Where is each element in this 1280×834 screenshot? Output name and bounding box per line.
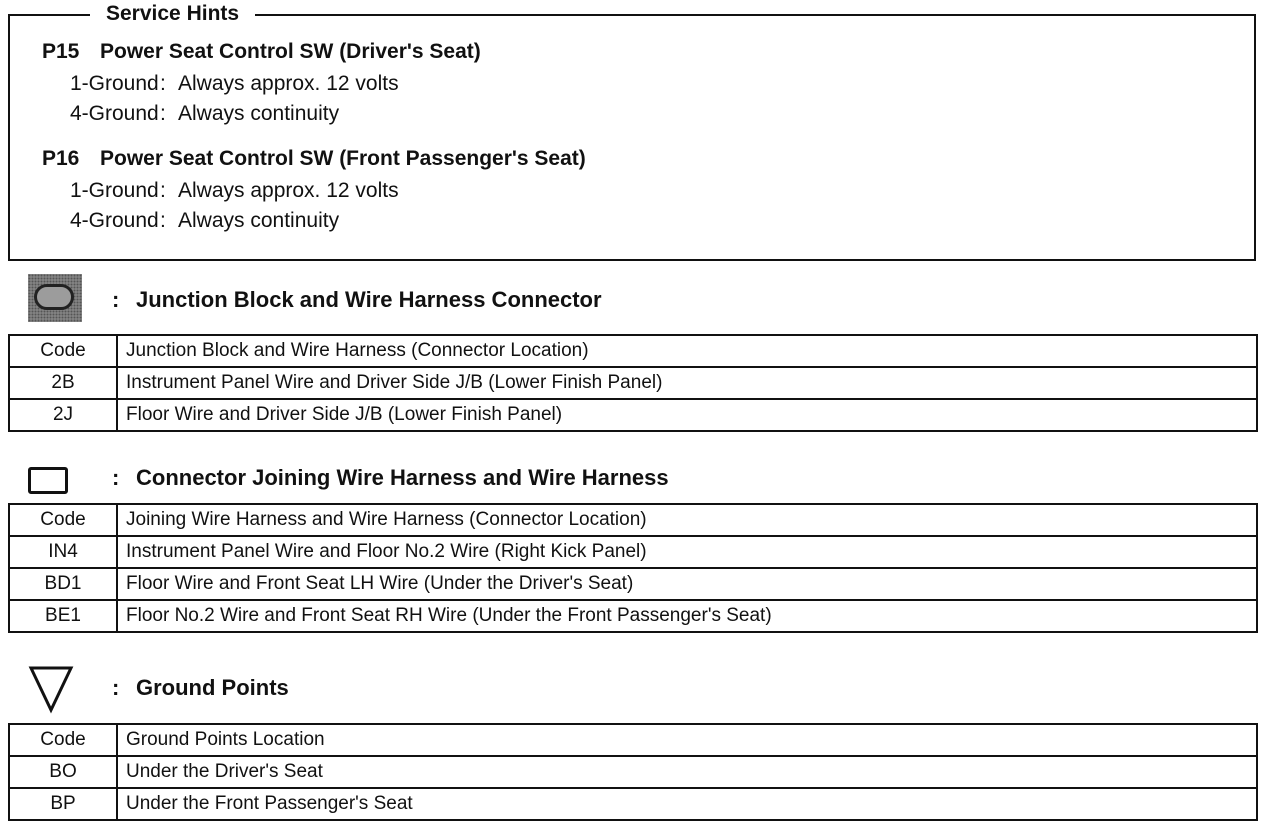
header-code: Code	[9, 504, 117, 536]
section-colon: :	[112, 465, 120, 490]
ground-points-title: Ground Points	[136, 675, 289, 700]
section-colon: :	[112, 287, 120, 312]
hint-terminals: 4-Ground	[70, 209, 159, 232]
part-code: P15	[42, 40, 80, 63]
row-code: 2J	[9, 399, 117, 431]
row-desc: Floor Wire and Front Seat LH Wire (Under the Driver's Seat)	[117, 568, 1257, 600]
ground-points-table	[8, 723, 1258, 821]
table-row	[9, 756, 1257, 788]
header-code: Code	[9, 335, 117, 367]
part-code: P16	[42, 147, 80, 170]
header-desc: Junction Block and Wire Harness (Connector Location)	[117, 335, 1257, 367]
hint-line	[70, 209, 339, 233]
service-hints-box	[8, 2, 1256, 261]
table-row	[9, 536, 1257, 568]
table-row	[9, 399, 1257, 431]
junction-block-icon	[28, 274, 82, 322]
hint-line	[70, 102, 339, 126]
junction-block-table	[8, 334, 1258, 432]
hint-line	[70, 179, 399, 203]
part-name: Power Seat Control SW (Driver's Seat)	[100, 40, 481, 63]
hint-value: Always continuity	[178, 209, 340, 232]
row-desc: Under the Driver's Seat	[117, 756, 1257, 788]
table-row	[9, 600, 1257, 632]
table-row	[9, 788, 1257, 820]
connector-icon	[28, 467, 68, 494]
hint-terminals: 1-Ground	[70, 179, 159, 202]
row-code: BP	[9, 788, 117, 820]
header-code: Code	[9, 724, 117, 756]
table-header-row	[9, 504, 1257, 536]
header-desc: Joining Wire Harness and Wire Harness (Connector Location)	[117, 504, 1257, 536]
row-desc: Instrument Panel Wire and Driver Side J/B (Lower Finish Panel)	[117, 367, 1257, 399]
table-row	[9, 568, 1257, 600]
hint-value: Always approx. 12 volts	[178, 179, 399, 202]
hint-line	[70, 72, 399, 96]
junction-block-title: Junction Block and Wire Harness Connector	[136, 287, 602, 312]
part-heading-p16	[42, 147, 586, 171]
table-header-row	[9, 724, 1257, 756]
part-heading-p15	[42, 40, 481, 64]
ground-points-section-header	[28, 664, 1228, 714]
hint-separator: :	[160, 209, 166, 232]
hint-value: Always continuity	[178, 102, 340, 125]
row-code: BE1	[9, 600, 117, 632]
row-desc: Floor Wire and Driver Side J/B (Lower Finish Panel)	[117, 399, 1257, 431]
header-desc: Ground Points Location	[117, 724, 1257, 756]
row-code: BO	[9, 756, 117, 788]
row-code: 2B	[9, 367, 117, 399]
service-hints-title: Service Hints	[90, 2, 255, 26]
junction-block-section-header	[28, 274, 1228, 324]
section-colon: :	[112, 675, 120, 700]
part-name: Power Seat Control SW (Front Passenger's Seat)	[100, 147, 586, 170]
hint-value: Always approx. 12 volts	[178, 72, 399, 95]
table-header-row	[9, 335, 1257, 367]
row-desc: Under the Front Passenger's Seat	[117, 788, 1257, 820]
connector-joining-title: Connector Joining Wire Harness and Wire Harness	[136, 465, 669, 490]
ground-triangle-icon	[28, 664, 74, 714]
row-code: BD1	[9, 568, 117, 600]
row-code: IN4	[9, 536, 117, 568]
row-desc: Floor No.2 Wire and Front Seat RH Wire (Under the Front Passenger's Seat)	[117, 600, 1257, 632]
table-row	[9, 367, 1257, 399]
hint-terminals: 1-Ground	[70, 72, 159, 95]
hint-separator: :	[160, 102, 166, 125]
hint-separator: :	[160, 179, 166, 202]
row-desc: Instrument Panel Wire and Floor No.2 Wire (Right Kick Panel)	[117, 536, 1257, 568]
hint-terminals: 4-Ground	[70, 102, 159, 125]
hint-separator: :	[160, 72, 166, 95]
connector-table	[8, 503, 1258, 633]
